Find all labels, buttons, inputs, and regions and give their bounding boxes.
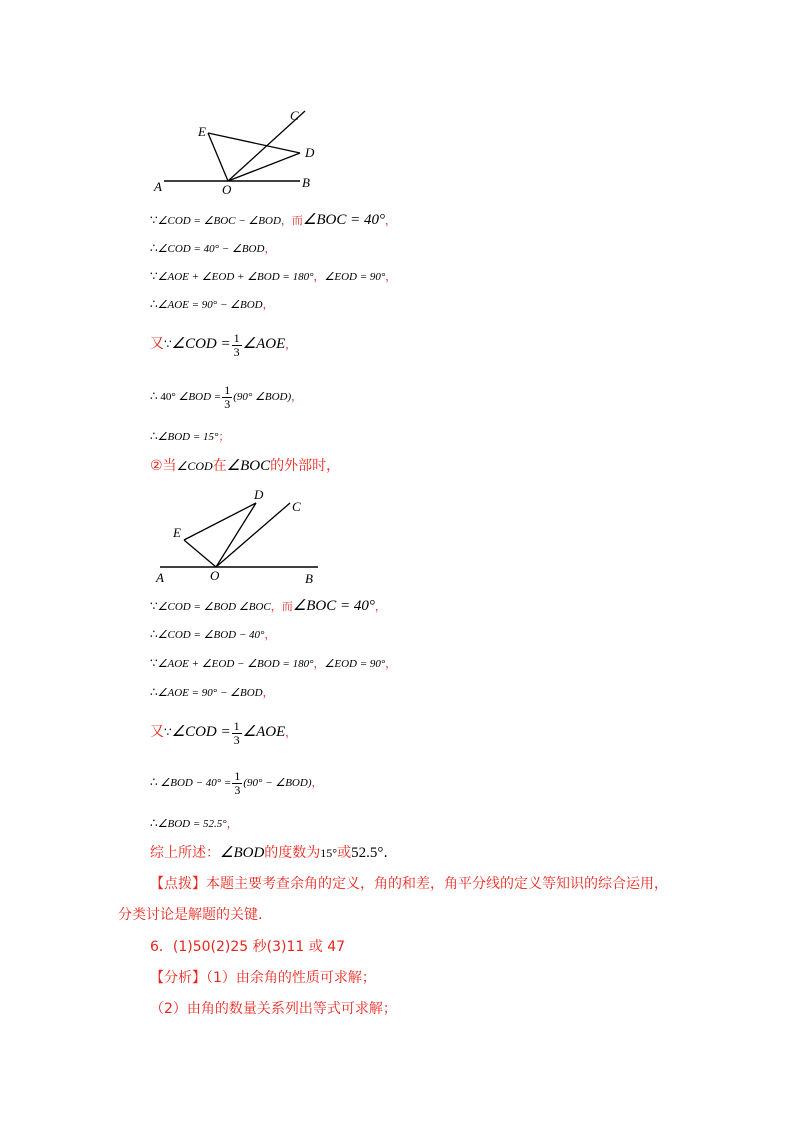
case1-line4: ∴∠AOE = 90° − ∠BOD，: [150, 297, 274, 311]
segment-od: [228, 153, 300, 181]
label-d: D: [305, 145, 315, 160]
case2-line4: ∴∠AOE = 90° − ∠BOD，: [150, 685, 274, 699]
case1-line6: ∴ 40° ∠BOD = $\frac{1}{3}$ (90° ∠BOD)，: [150, 382, 303, 411]
case2-line6: ∴ ∠BOD − 40° = $\frac{1}{3}$ (90° − ∠BOD)，: [150, 768, 323, 797]
ray-oc: [216, 503, 290, 567]
case2-title: ②当∠COD在∠BOC的外部时，: [150, 458, 341, 474]
label-e: E: [198, 124, 206, 139]
case1-line5: 又∵∠COD = $\frac{1}{3}$ ∠AOE，: [150, 330, 297, 359]
dianbo-tag: 【点拨】: [150, 876, 206, 892]
figure-2: [150, 485, 330, 585]
segment-oe: [208, 133, 228, 181]
figure-1-svg: [150, 105, 330, 200]
label-d: D: [254, 487, 264, 502]
case2-line5: 又∵∠COD = $\frac{1}{3}$ ∠AOE，: [150, 718, 297, 747]
figure-1: [150, 105, 330, 200]
fraction-one-third: $\frac{1}{3}$: [233, 718, 240, 747]
case1-line3: ∵∠AOE + ∠EOD + ∠BOD = 180°，∠EOD = 90°，: [150, 269, 397, 283]
case1-line7: ∴∠BOD = 15°；: [150, 429, 230, 443]
label-a: A: [156, 570, 164, 585]
case1-line1: ∵∠COD = ∠BOC − ∠BOD，而∠BOC = 40°，: [150, 212, 396, 228]
fraction-one-third: $\frac{1}{3}$: [224, 382, 231, 411]
fenxi-tag: 【分析】: [150, 970, 206, 986]
figure-2-svg: [150, 485, 330, 585]
label-b: B: [302, 175, 310, 190]
label-o: O: [210, 568, 220, 583]
summary-line: 综上所述：∠BOD的度数为15°或52.5°.: [150, 845, 388, 861]
label-a: A: [154, 179, 162, 194]
case2-line3: ∵∠AOE + ∠EOD − ∠BOD = 180°，∠EOD = 90°，: [150, 656, 397, 670]
label-c: C: [292, 499, 301, 514]
q6-answer: 6．(1)50(2)25 秒(3)11 或 47: [150, 939, 346, 955]
segment-oe: [184, 540, 216, 567]
label-o: O: [222, 182, 232, 197]
label-c: C: [290, 108, 299, 123]
case1-line2: ∴∠COD = 40° − ∠BOD，: [150, 241, 276, 255]
case2-line7: ∴∠BOD = 52.5°，: [150, 816, 238, 830]
fraction-one-third: $\frac{1}{3}$: [234, 768, 241, 797]
dianbo-line1: 【点拨】本题主要考查余角的定义，角的和差，角平分线的定义等知识的综合运用，: [150, 876, 668, 892]
fenxi-line: 【分析】（1）由余角的性质可求解；: [150, 970, 376, 986]
case2-line2: ∴∠COD = ∠BOD − 40°，: [150, 627, 276, 641]
label-b: B: [305, 571, 313, 586]
fraction-one-third: $\frac{1}{3}$: [233, 330, 240, 359]
case2-line1: ∵∠COD = ∠BOD ∠BOC，而∠BOC = 40°，: [150, 598, 386, 614]
dianbo-line2: 分类讨论是解题的关键.: [118, 907, 263, 923]
step2-line: （2）由角的数量关系列出等式可求解；: [150, 1001, 397, 1017]
segment-ed: [208, 133, 300, 153]
label-e: E: [173, 525, 181, 540]
